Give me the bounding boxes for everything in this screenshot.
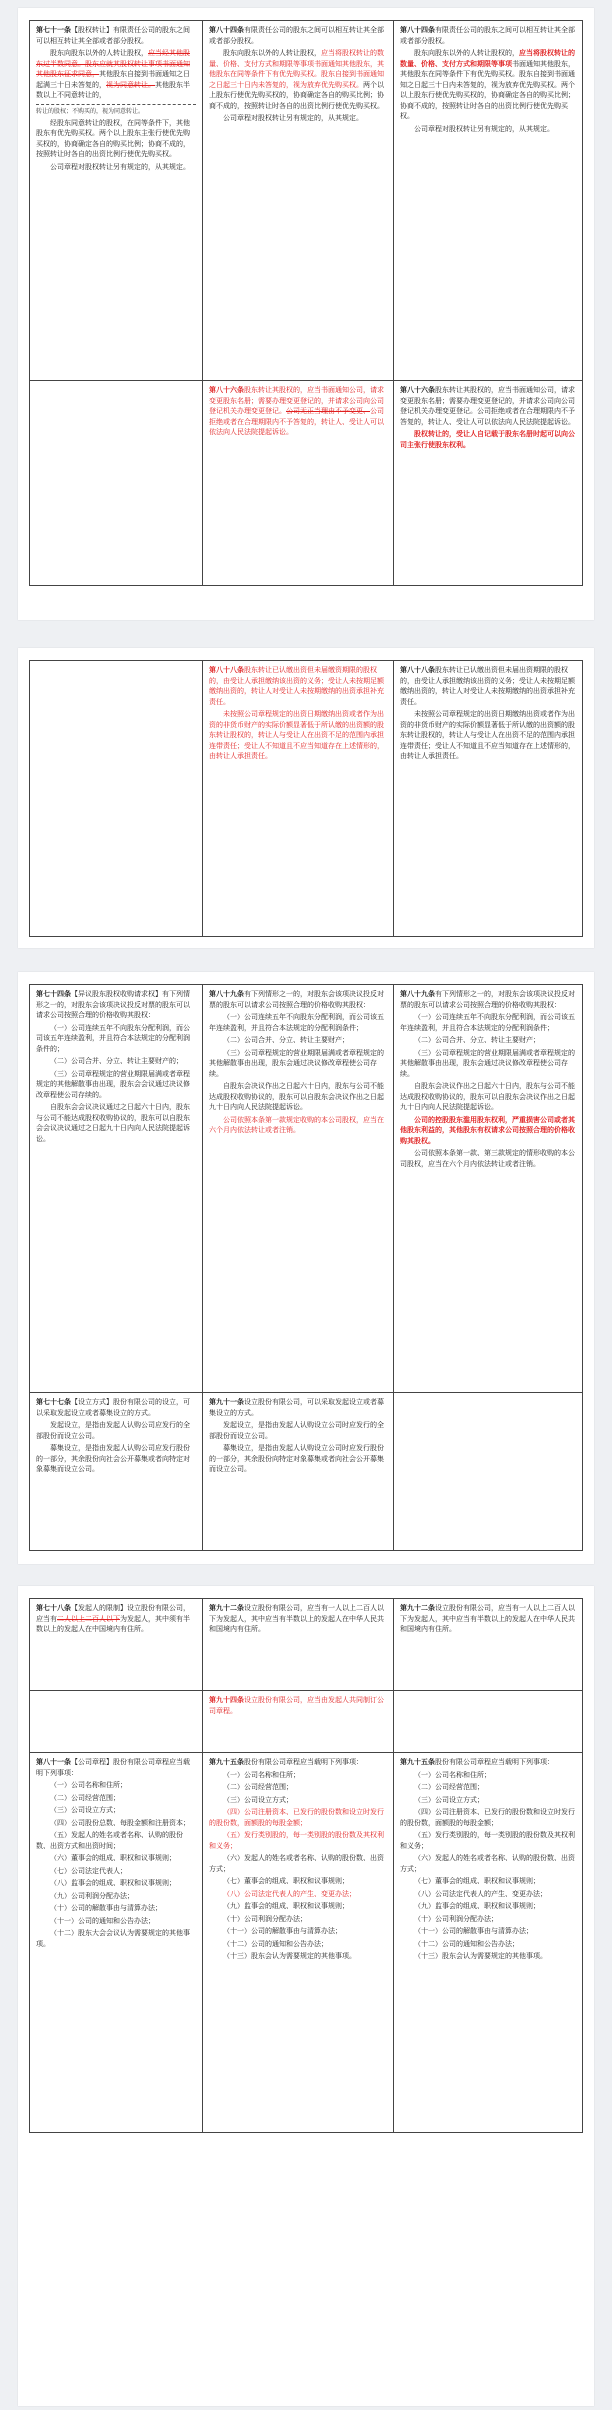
list-item: （二）公司经营范围；: [223, 1783, 293, 1791]
list-item: （二）公司合并、分立、转让主要财产的；: [50, 1057, 183, 1065]
list-item: （十二）股东大会会议认为需要规定的其他事项。: [36, 1929, 190, 1948]
list-item: （四）公司注册资本、已发行的股份数和设立时发行的股份数，面额股的每股金额；: [209, 1808, 384, 1827]
list-item: （一）公司名称和住所；: [50, 1781, 127, 1789]
draft-law-cell: [203, 1393, 394, 1551]
article-text: 有限责任公司的股东之间可以相互转让其全部或者部分股权。: [400, 26, 575, 45]
old-law-cell: [30, 985, 203, 1393]
empty-cell: [30, 1691, 203, 1753]
list-item: （七）董事会的组成、职权和议事规则；: [414, 1877, 540, 1885]
article-text: 股东转让已认缴出资但未届出资期限的股权的，由受让人承担缴纳该出资的义务；受让人未按期足额缴纳出资的，转让人对受让人未按期缴纳的出资承担补充责任。: [400, 666, 575, 706]
added-text: 公司拒绝或者在合理期限内不予答复的，转让人、受让人可以依法向人民法院提起诉讼。: [209, 407, 384, 436]
draft-law-cell: [203, 661, 394, 937]
article-text: 【发起人的限制】设立股份有限公司，应当有: [36, 1604, 190, 1623]
article-title: 第九十二条: [209, 1604, 244, 1612]
article-text: 公司依照本条第一款、第三款规定的情形收购的本公司股权，应当在六个月内依法转让或者注销。: [400, 1149, 575, 1168]
draft-law-cell: [203, 381, 394, 586]
article-text: 募集设立，是指由发起人认购设立公司时应发行股份的一部分，其余股份向特定对象募集或者向社会公开募集而设立公司。: [209, 1444, 384, 1473]
article-title: 第八十四条: [400, 26, 435, 34]
article-text: 股东向股东以外的人转让股权，: [50, 49, 148, 57]
article-text: 【设立方式】股份有限公司的设立，可以采取发起设立或者募集设立的方式。: [36, 1398, 190, 1417]
list-item: （十一）公司的通知和公告办法；: [50, 1916, 155, 1925]
list-item: （十）公司利润分配办法；: [223, 1914, 307, 1923]
article-title: 第九十五条: [400, 1758, 435, 1766]
list-item: （一）公司名称和住所；: [223, 1770, 300, 1779]
article-text: 募集设立，是指由发起人认购公司应发行股份的一部分，其余股份向社会公开募集或者向特定对象募集而设立公司。: [36, 1444, 190, 1473]
article-text: 自股东会决议作出之日起六十日内，股东与公司不能达成股权收购协议的，股东可以自股东会决议作出之日起九十日内向人民法院提起诉讼。: [400, 1082, 575, 1111]
article-text: 【股权转让】有限责任公司的股东之间可以相互转让其全部或者部分股权。: [36, 26, 190, 45]
article-text: 发起设立，是指由发起人认购公司应发行的全部股份而设立公司。: [36, 1421, 190, 1440]
article-text: 股东转让其股权的，应当书面通知公司，请求变更股东名册；需要办理变更登记的，并请求公司向公司登记机关办理变更登记。公司拒绝或者在合理期限内不予答复的，转让人、受让人可以依法向人民法院提起诉讼。: [400, 386, 575, 426]
deleted-text: 二人以上二百人以下: [57, 1614, 120, 1623]
article-title: 第九十五条: [209, 1758, 244, 1766]
deleted-text: 公司无正当理由不予变更、: [286, 407, 370, 415]
list-item: （八）公司法定代表人的产生、变更办法；: [223, 1889, 356, 1898]
article-title: 第七十四条: [36, 990, 71, 998]
article-text: 股东向股东以外的人转让股权，: [223, 49, 321, 57]
article-title: 第九十一条: [209, 1398, 244, 1406]
deleted-text: 视为同意转让。: [106, 80, 155, 89]
draft-law-cell: [203, 21, 394, 381]
draft-law-cell: [203, 1599, 394, 1691]
list-item: （十一）公司的解散事由与清算办法；: [223, 1927, 342, 1935]
list-item: （六）发起人的姓名或者名称、认购的股份数、出资方式；: [209, 1854, 384, 1873]
list-item: （八）公司法定代表人的产生、变更办法；: [414, 1889, 547, 1898]
new-law-cell: [394, 381, 583, 586]
list-item: （一）公司连续五年不向股东分配利润，而公司该五年连续盈利，并且符合本法规定的分配利润条件；: [400, 1013, 575, 1032]
added-text: 公司依照本条第一款规定收购的本公司股权，应当在六个月内依法转让或者注销。: [209, 1115, 384, 1134]
comparison-table-3: [29, 984, 583, 1551]
article-title: 第八十一条: [36, 1758, 71, 1766]
list-item: （三）公司章程规定的营业期限届满或者章程规定的其他解散事由出现，股东会会议通过决议修改章程使公司存续的。: [36, 1069, 190, 1099]
old-law-cell: [30, 1753, 203, 2133]
article-text: 两个以上股东行使优先购买权的，协商确定各自的购买比例；协商不成的，按照转让时各自的出资比例行使优先购买权。: [209, 80, 384, 110]
article-text: 股份有限公司章程应当载明下列事项：: [244, 1758, 363, 1766]
list-item: （九）公司利润分配办法；: [50, 1891, 134, 1900]
article-title: 第八十四条: [209, 26, 244, 34]
list-item: （九）监事会的组成、职权和议事规则；: [223, 1902, 349, 1910]
deleted-text: 应当经其他股东过半数同意。股东应就其股权转让事项书面通知其他股东征求同意，: [36, 49, 190, 78]
article-text: 股东向股东以外的人转让股权的，: [414, 49, 519, 57]
added-text: 股权转让的，受让人自记载于股东名册时起可以向公司主张行使股东权利。: [400, 430, 575, 449]
comparison-panel-4: [18, 1586, 594, 2406]
article-title: 第八十六条: [400, 386, 435, 394]
list-item: （六）董事会的组成、职权和议事规则；: [50, 1854, 176, 1862]
added-text: 未按照公司章程规定的出资日期缴纳出资或者作为出资的非货币财产的实际价额显著低于所认缴的出资额的股东转让股权的，转让人与受让人在出资不足的范围内承担连带责任；受让人不知道且不应当知道存在上述情形的，由转让人承担责任。: [209, 710, 384, 760]
article-title: 第八十八条: [400, 666, 435, 674]
article-text: 【公司章程】股份有限公司章程应当载明下列事项：: [36, 1758, 190, 1777]
article-text: 其他股东半数以上不同意转让的，: [36, 80, 190, 99]
list-item: （二）公司经营范围；: [50, 1793, 120, 1802]
added-text: 公司的控股股东滥用股东权利，严重损害公司或者其他股东利益的，其他股东有权请求公司按照合理的价格收购其股权。: [400, 1115, 575, 1145]
list-item: （一）公司连续五年不向股东分配利润，而公司该五年连续盈利，并且符合本法规定的分配利润条件；: [209, 1013, 384, 1032]
empty-cell: [30, 381, 203, 586]
article-text: 公司章程对股权转让另有规定的，从其规定。: [414, 124, 554, 133]
article-title: 第八十九条: [209, 990, 244, 998]
new-law-cell: [394, 21, 583, 381]
old-law-cell: [30, 1393, 203, 1551]
list-item: （十三）股东会认为需要规定的其他事项。: [223, 1952, 356, 1960]
article-text: 股份有限公司章程应当载明下列事项：: [435, 1758, 554, 1766]
list-item: （五）发行类别股的，每一类别股的股份数及其权利和义务；: [209, 1831, 384, 1850]
article-text: 有下列情形之一的，对股东会该项决议投反对票的股东可以请求公司按照合理的价格收购其股权：: [400, 990, 575, 1009]
list-item: （六）发起人的姓名或者名称、认购的股份数、出资方式；: [400, 1854, 575, 1873]
list-item: （七）董事会的组成、职权和议事规则；: [223, 1877, 349, 1885]
list-item: （十二）公司的通知和公告办法；: [414, 1939, 519, 1948]
article-text: 自股东会决议作出之日起六十日内，股东与公司不能达成股权收购协议的，股东可以自股东会决议作出之日起九十日内向人民法院提起诉讼。: [209, 1082, 384, 1111]
article-text: 发起设立，是指由发起人认购设立公司时应发行的全部股份而设立公司。: [209, 1421, 384, 1440]
comparison-table-2: [29, 660, 583, 937]
article-title: 第九十二条: [400, 1604, 435, 1612]
list-item: （八）监事会的组成、职权和议事规则；: [50, 1879, 176, 1887]
list-item: （十二）公司的通知和公告办法；: [223, 1939, 328, 1948]
article-text: 未按照公司章程规定的出资日期缴纳出资或者作为出资的非货币财产的实际价额显著低于所认缴的出资额的股东转让股权的，转让人与受让人在出资不足的范围内承担连带责任；受让人不知道且不应当知道存在上述情形的，由转让人承担责任。: [400, 710, 575, 760]
old-law-cell: [30, 21, 203, 381]
added-text: 其他股东在同等条件下有优先购买权。股东自接到书面通知之日起三十日内未答复的，视为放弃优先购买权。: [209, 59, 384, 89]
article-text: 【异议股东股权收购请求权】有下列情形之一的，对股东会该项决议投反对票的股东可以请求公司按照合理的价格收购其股权：: [36, 990, 190, 1019]
list-item: （十一）公司的解散事由与清算办法；: [414, 1927, 533, 1935]
comparison-table-4: [29, 1598, 583, 2133]
article-text: 公司章程对股权转让另有规定的，从其规定。: [50, 162, 190, 171]
article-text: 为发起人，其中须有半数以上的发起人在中国境内有住所。: [36, 1614, 190, 1633]
new-law-cell: [394, 661, 583, 937]
article-title: 第八十八条: [209, 666, 244, 674]
article-text: 设立股份有限公司，可以采取发起设立或者募集设立的方式。: [209, 1398, 384, 1417]
empty-cell: [30, 661, 203, 937]
list-item: （七）公司法定代表人；: [50, 1866, 127, 1875]
article-text: 公司章程对股权转让另有规定的，从其规定。: [223, 114, 363, 122]
article-title: 第九十四条: [209, 1696, 244, 1704]
added-text: 应当将股权转让的数量、价格、支付方式和期限等事项书面通知其他股东，: [209, 49, 384, 68]
article-title: 第七十七条: [36, 1398, 71, 1406]
article-text: 有限责任公司的股东之间可以相互转让其全部或者部分股权。: [209, 26, 384, 45]
list-item: （三）公司章程规定的营业期限届满或者章程规定的其他解散事由出现，股东会通过决议修改章程使公司存续。: [209, 1048, 384, 1078]
added-text: 股东转让其股权的，应当书面通知公司，请求变更股东名册；需要办理变更登记的，并请求公司向公司登记机关办理变更登记。: [209, 386, 384, 415]
list-item: （一）公司连续五年不向股东分配利润，而公司该五年连续盈利，并且符合本法规定的分配利润条件的；: [36, 1023, 190, 1053]
article-text: 自股东会会议决议通过之日起六十日内，股东与公司不能达成股权收购协议的，股东可以自股东会会议决议通过之日起九十日内向人民法院提起诉讼。: [36, 1103, 190, 1143]
list-item: （二）公司合并、分立、转让主要财产；: [414, 1036, 540, 1044]
article-text: 设立股份有限公司，应当有一人以上二百人以下为发起人，其中应当有半数以上的发起人在中华人民共和国境内有住所。: [209, 1604, 384, 1633]
list-item: （三）公司设立方式；: [414, 1795, 484, 1804]
list-item: （一）公司名称和住所；: [414, 1770, 491, 1779]
draft-law-cell: [203, 1691, 394, 1753]
article-text: 设立股份有限公司，应当有一人以上二百人以下为发起人，其中应当有半数以上的发起人在中华人民共和国境内有住所。: [400, 1604, 575, 1633]
comparison-panel-3: [18, 972, 594, 1564]
added-text: 股东转让已认缴出资但未届缴资期限的股权的，由受让人承担缴纳该出资的义务；受让人未按期足额缴纳出资的，转让人对受让人未按期缴纳的出资承担补充责任。: [209, 666, 384, 706]
comparison-panel-2: [18, 648, 594, 948]
article-title: 第七十八条: [36, 1604, 71, 1612]
list-item: （四）公司注册资本、已发行的股份数和设立时发行的股份数，面额股的每股金额；: [400, 1808, 575, 1827]
list-item: （十）公司的解散事由与清算办法；: [50, 1904, 162, 1912]
added-text: 设立股份有限公司，应当由发起人共同制订公司章程。: [209, 1696, 384, 1715]
new-law-cell: [394, 1599, 583, 1691]
list-item: （四）公司股份总数、每股金额和注册资本；: [50, 1818, 190, 1827]
footnote: 转让的股权；不购买的，视为同意转让。: [36, 104, 196, 116]
article-text: 书面通知其他股东，其他股东在同等条件下有优先购买权。股东自接到书面通知之日起三十日内未答复的，视为放弃优先购买权。两个以上股东行使优先购买权的，协商确定各自的购买比例；协商不成的，按照转让时各自的出资比例行使优先购买权。: [400, 59, 575, 120]
draft-law-cell: [203, 985, 394, 1393]
old-law-cell: [30, 1599, 203, 1691]
list-item: （二）公司经营范围；: [414, 1783, 484, 1791]
list-item: （二）公司合并、分立、转让主要财产；: [223, 1036, 349, 1044]
added-text: 应当将股权转让的数量、价格、支付方式和期限等事项: [400, 49, 575, 68]
article-text: 其他股东自接到书面通知之日起满三十日未答复的，: [36, 70, 190, 89]
article-text: 有下列情形之一的，对股东会该项决议投反对票的股东可以请求公司按照合理的价格收购其股权：: [209, 990, 384, 1009]
list-item: （五）发起人的姓名或者名称、认购的股份数、出资方式和出资时间；: [36, 1831, 183, 1850]
article-title: 第八十六条: [209, 386, 244, 394]
list-item: （三）公司设立方式；: [223, 1795, 293, 1804]
comparison-panel-1: [18, 8, 594, 620]
list-item: （九）监事会的组成、职权和议事规则；: [414, 1902, 540, 1910]
new-law-cell: [394, 1753, 583, 2133]
list-item: （十）公司利润分配办法；: [414, 1914, 498, 1923]
article-text: 经股东同意转让的股权，在同等条件下，其他股东有优先购买权。两个以上股东主张行使优先购买权的，协商确定各自的购买比例；协商不成的，按照转让时各自的出资比例行使优先购买权。: [36, 118, 190, 158]
comparison-table-1: [29, 20, 583, 586]
empty-cell: [394, 1393, 583, 1551]
draft-law-cell: [203, 1753, 394, 2133]
article-title: 第七十一条: [36, 26, 71, 34]
list-item: （三）公司设立方式；: [50, 1806, 120, 1814]
list-item: （五）发行类别股的，每一类别股的股份数及其权利和义务；: [400, 1831, 575, 1850]
empty-cell: [394, 1691, 583, 1753]
article-title: 第八十九条: [400, 990, 435, 998]
new-law-cell: [394, 985, 583, 1393]
list-item: （三）公司章程规定的营业期限届满或者章程规定的其他解散事由出现，股东会通过决议修改章程使公司存续。: [400, 1048, 575, 1078]
list-item: （十三）股东会认为需要规定的其他事项。: [414, 1952, 547, 1960]
